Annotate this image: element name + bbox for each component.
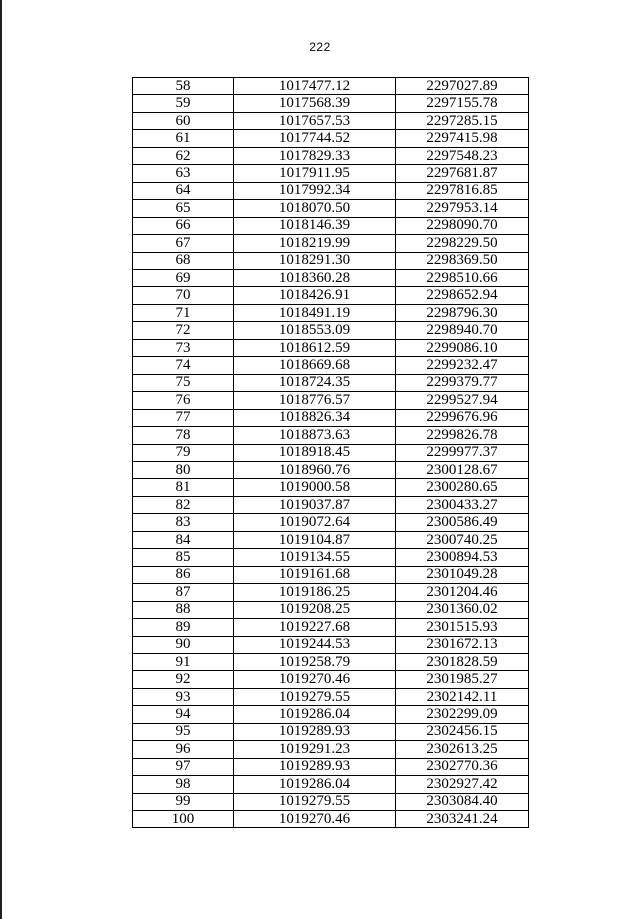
- x-coordinate-cell: 1019289.93: [234, 723, 396, 740]
- table-row: [133, 200, 529, 217]
- y-coordinate-cell: 2298229.50: [396, 235, 529, 252]
- y-coordinate-cell: 2301985.27: [396, 671, 529, 688]
- point-number-cell: 61: [133, 130, 234, 147]
- point-number-cell: 90: [133, 636, 234, 653]
- x-coordinate-cell: 1019104.87: [234, 531, 396, 548]
- x-coordinate-cell: 1018776.57: [234, 392, 396, 409]
- table-row: [133, 706, 529, 723]
- table-row: [133, 392, 529, 409]
- table-row: [133, 671, 529, 688]
- point-number-cell: 72: [133, 322, 234, 339]
- x-coordinate-cell: 1018219.99: [234, 235, 396, 252]
- table-row: [133, 619, 529, 636]
- point-number-cell: 77: [133, 409, 234, 426]
- x-coordinate-cell: 1018146.39: [234, 217, 396, 234]
- y-coordinate-cell: 2302927.42: [396, 776, 529, 793]
- x-coordinate-cell: 1019186.25: [234, 584, 396, 601]
- point-number-cell: 67: [133, 235, 234, 252]
- y-coordinate-cell: 2301204.46: [396, 584, 529, 601]
- y-coordinate-cell: 2301515.93: [396, 619, 529, 636]
- table-row: [133, 235, 529, 252]
- y-coordinate-cell: 2303084.40: [396, 793, 529, 810]
- point-number-cell: 65: [133, 200, 234, 217]
- y-coordinate-cell: 2303241.24: [396, 811, 529, 828]
- y-coordinate-cell: 2297953.14: [396, 200, 529, 217]
- table-row: [133, 776, 529, 793]
- x-coordinate-cell: 1019291.23: [234, 741, 396, 758]
- x-coordinate-cell: 1017911.95: [234, 165, 396, 182]
- point-number-cell: 59: [133, 95, 234, 112]
- y-coordinate-cell: 2297681.87: [396, 165, 529, 182]
- y-coordinate-cell: 2301828.59: [396, 653, 529, 670]
- y-coordinate-cell: 2297285.15: [396, 112, 529, 129]
- page-edge-line: [0, 0, 2, 919]
- table-row: [133, 130, 529, 147]
- y-coordinate-cell: 2297027.89: [396, 78, 529, 95]
- y-coordinate-cell: 2298090.70: [396, 217, 529, 234]
- y-coordinate-cell: 2300894.53: [396, 549, 529, 566]
- table-row: [133, 78, 529, 95]
- table-row: [133, 427, 529, 444]
- x-coordinate-cell: 1018826.34: [234, 409, 396, 426]
- x-coordinate-cell: 1019289.93: [234, 758, 396, 775]
- point-number-cell: 74: [133, 357, 234, 374]
- x-coordinate-cell: 1019279.55: [234, 688, 396, 705]
- table-row: [133, 531, 529, 548]
- x-coordinate-cell: 1018873.63: [234, 427, 396, 444]
- point-number-cell: 98: [133, 776, 234, 793]
- table-row: [133, 793, 529, 810]
- y-coordinate-cell: 2297816.85: [396, 182, 529, 199]
- y-coordinate-cell: 2298940.70: [396, 322, 529, 339]
- x-coordinate-cell: 1019161.68: [234, 566, 396, 583]
- x-coordinate-cell: 1019286.04: [234, 706, 396, 723]
- x-coordinate-cell: 1018669.68: [234, 357, 396, 374]
- point-number-cell: 99: [133, 793, 234, 810]
- y-coordinate-cell: 2302770.36: [396, 758, 529, 775]
- point-number-cell: 84: [133, 531, 234, 548]
- x-coordinate-cell: 1017992.34: [234, 182, 396, 199]
- point-number-cell: 85: [133, 549, 234, 566]
- table-row: [133, 357, 529, 374]
- table-row: [133, 374, 529, 391]
- point-number-cell: 82: [133, 496, 234, 513]
- point-number-cell: 64: [133, 182, 234, 199]
- y-coordinate-cell: 2299826.78: [396, 427, 529, 444]
- table-row: [133, 147, 529, 164]
- point-number-cell: 95: [133, 723, 234, 740]
- y-coordinate-cell: 2298796.30: [396, 304, 529, 321]
- point-number-cell: 100: [133, 811, 234, 828]
- table-row: [133, 461, 529, 478]
- y-coordinate-cell: 2298652.94: [396, 287, 529, 304]
- point-number-cell: 97: [133, 758, 234, 775]
- point-number-cell: 93: [133, 688, 234, 705]
- y-coordinate-cell: 2300280.65: [396, 479, 529, 496]
- x-coordinate-cell: 1019000.58: [234, 479, 396, 496]
- point-number-cell: 62: [133, 147, 234, 164]
- x-coordinate-cell: 1019244.53: [234, 636, 396, 653]
- point-number-cell: 87: [133, 584, 234, 601]
- x-coordinate-cell: 1018612.59: [234, 339, 396, 356]
- table-row: [133, 811, 529, 828]
- x-coordinate-cell: 1018918.45: [234, 444, 396, 461]
- x-coordinate-cell: 1019270.46: [234, 671, 396, 688]
- point-number-cell: 96: [133, 741, 234, 758]
- table-row: [133, 549, 529, 566]
- table-row: [133, 287, 529, 304]
- point-number-cell: 76: [133, 392, 234, 409]
- y-coordinate-cell: 2300128.67: [396, 461, 529, 478]
- table-row: [133, 758, 529, 775]
- y-coordinate-cell: 2299379.77: [396, 374, 529, 391]
- table-row: [133, 653, 529, 670]
- point-number-cell: 81: [133, 479, 234, 496]
- point-number-cell: 58: [133, 78, 234, 95]
- point-number-cell: 91: [133, 653, 234, 670]
- x-coordinate-cell: 1018724.35: [234, 374, 396, 391]
- y-coordinate-cell: 2302456.15: [396, 723, 529, 740]
- x-coordinate-cell: 1017568.39: [234, 95, 396, 112]
- point-number-cell: 73: [133, 339, 234, 356]
- y-coordinate-cell: 2299527.94: [396, 392, 529, 409]
- x-coordinate-cell: 1018291.30: [234, 252, 396, 269]
- x-coordinate-cell: 1019227.68: [234, 619, 396, 636]
- coordinates-table-body: [133, 78, 529, 828]
- x-coordinate-cell: 1017657.53: [234, 112, 396, 129]
- x-coordinate-cell: 1019286.04: [234, 776, 396, 793]
- y-coordinate-cell: 2301672.13: [396, 636, 529, 653]
- x-coordinate-cell: 1018360.28: [234, 269, 396, 286]
- y-coordinate-cell: 2300740.25: [396, 531, 529, 548]
- y-coordinate-cell: 2302299.09: [396, 706, 529, 723]
- table-row: [133, 269, 529, 286]
- point-number-cell: 68: [133, 252, 234, 269]
- table-row: [133, 252, 529, 269]
- point-number-cell: 88: [133, 601, 234, 618]
- point-number-cell: 69: [133, 269, 234, 286]
- y-coordinate-cell: 2302613.25: [396, 741, 529, 758]
- x-coordinate-cell: 1018426.91: [234, 287, 396, 304]
- point-number-cell: 92: [133, 671, 234, 688]
- y-coordinate-cell: 2301360.02: [396, 601, 529, 618]
- x-coordinate-cell: 1019258.79: [234, 653, 396, 670]
- y-coordinate-cell: 2299977.37: [396, 444, 529, 461]
- x-coordinate-cell: 1017744.52: [234, 130, 396, 147]
- x-coordinate-cell: 1017829.33: [234, 147, 396, 164]
- x-coordinate-cell: 1019270.46: [234, 811, 396, 828]
- y-coordinate-cell: 2302142.11: [396, 688, 529, 705]
- table-row: [133, 566, 529, 583]
- table-row: [133, 496, 529, 513]
- table-row: [133, 444, 529, 461]
- table-row: [133, 217, 529, 234]
- point-number-cell: 89: [133, 619, 234, 636]
- table-row: [133, 409, 529, 426]
- point-number-cell: 94: [133, 706, 234, 723]
- x-coordinate-cell: 1019208.25: [234, 601, 396, 618]
- table-row: [133, 584, 529, 601]
- table-row: [133, 112, 529, 129]
- point-number-cell: 75: [133, 374, 234, 391]
- coordinates-table: [132, 77, 529, 828]
- point-number-cell: 63: [133, 165, 234, 182]
- table-row: [133, 95, 529, 112]
- table-row: [133, 322, 529, 339]
- table-row: [133, 479, 529, 496]
- table-row: [133, 723, 529, 740]
- y-coordinate-cell: 2299676.96: [396, 409, 529, 426]
- table-row: [133, 165, 529, 182]
- y-coordinate-cell: 2298369.50: [396, 252, 529, 269]
- x-coordinate-cell: 1018553.09: [234, 322, 396, 339]
- y-coordinate-cell: 2298510.66: [396, 269, 529, 286]
- point-number-cell: 66: [133, 217, 234, 234]
- y-coordinate-cell: 2300433.27: [396, 496, 529, 513]
- point-number-cell: 79: [133, 444, 234, 461]
- point-number-cell: 83: [133, 514, 234, 531]
- x-coordinate-cell: 1018070.50: [234, 200, 396, 217]
- page-number: 222: [309, 40, 331, 54]
- x-coordinate-cell: 1019072.64: [234, 514, 396, 531]
- point-number-cell: 78: [133, 427, 234, 444]
- point-number-cell: 80: [133, 461, 234, 478]
- y-coordinate-cell: 2299086.10: [396, 339, 529, 356]
- y-coordinate-cell: 2301049.28: [396, 566, 529, 583]
- table-row: [133, 182, 529, 199]
- x-coordinate-cell: 1019134.55: [234, 549, 396, 566]
- y-coordinate-cell: 2300586.49: [396, 514, 529, 531]
- y-coordinate-cell: 2297548.23: [396, 147, 529, 164]
- table-row: [133, 741, 529, 758]
- table-row: [133, 339, 529, 356]
- x-coordinate-cell: 1017477.12: [234, 78, 396, 95]
- table-row: [133, 304, 529, 321]
- x-coordinate-cell: 1019037.87: [234, 496, 396, 513]
- table-row: [133, 688, 529, 705]
- point-number-cell: 60: [133, 112, 234, 129]
- table-row: [133, 601, 529, 618]
- x-coordinate-cell: 1019279.55: [234, 793, 396, 810]
- table-row: [133, 636, 529, 653]
- x-coordinate-cell: 1018491.19: [234, 304, 396, 321]
- y-coordinate-cell: 2297155.78: [396, 95, 529, 112]
- point-number-cell: 71: [133, 304, 234, 321]
- y-coordinate-cell: 2299232.47: [396, 357, 529, 374]
- y-coordinate-cell: 2297415.98: [396, 130, 529, 147]
- point-number-cell: 70: [133, 287, 234, 304]
- x-coordinate-cell: 1018960.76: [234, 461, 396, 478]
- point-number-cell: 86: [133, 566, 234, 583]
- table-row: [133, 514, 529, 531]
